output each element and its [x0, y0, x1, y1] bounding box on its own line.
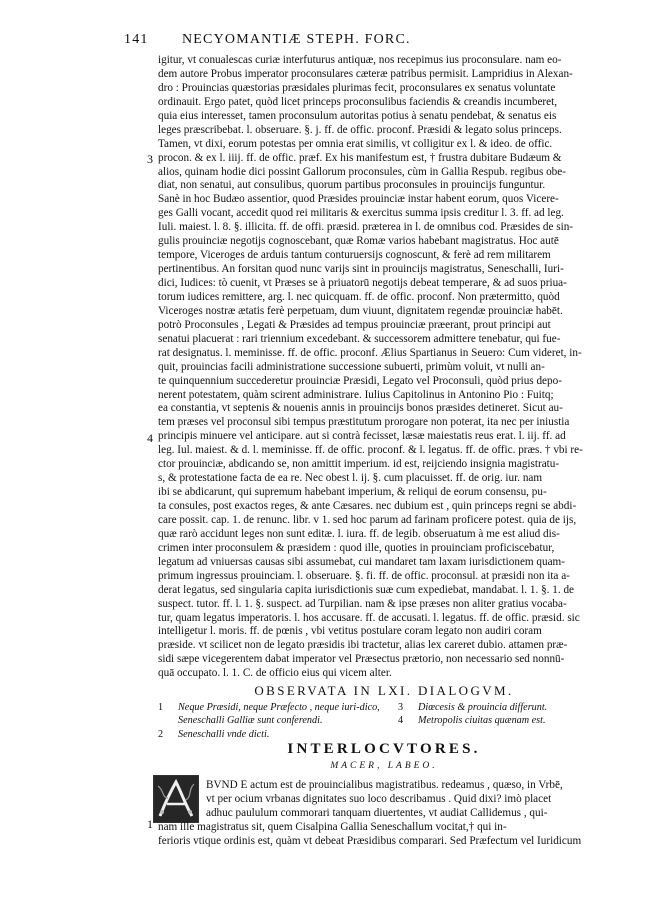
text-line: Viceroges nostræ ætatis ferè perpetuam, dum viuunt, dignitatem regendæ prouinciæ habēt.	[158, 304, 563, 317]
text-line: principis minuere vel anticipare. aut si contrà fecisset, læsæ maiestatis reus erat. l. iij. ff. ad	[158, 430, 566, 443]
dialogue-line: nam ille magistratus sit, quem Cisalpina Gallia Seneschallum vocitat,† qui in-	[158, 820, 507, 833]
observata-item-number: 4	[398, 715, 404, 726]
text-line: ges Galli vocant, accedit quod rei militaris & exercitus summa ipsis creditur l. 3. ff. ad leg.	[158, 207, 564, 220]
observata-item-number: 1	[158, 702, 164, 713]
text-line: diat, non senatui, aut consulibus, quorum partibus proconsules in prouincijs funguntur.	[158, 179, 546, 192]
text-line: Iuli. maiest. l. 8. §. illicita. ff. de offi. præsid. præterea in l. de omnibus cod. Præsides de sin-	[158, 221, 574, 234]
dialogue-text	[158, 779, 610, 849]
text-line: sidi sæpe vicegerentem dabat imperator vel Præsectus prætorio, non necessario sed nonnū-	[158, 653, 565, 666]
text-line: ordinauit. Ergo patet, quòd licet princeps proconsulibus faciendis & creandis incumberet,	[158, 95, 558, 108]
text-line: ctor prouinciæ, abdicando se, non amittit imperium. id est, reijciendo insignia magistratu-	[158, 458, 560, 471]
text-line: quā occupato. l. 1. C. de officio eius qui vicem alter.	[158, 667, 392, 680]
text-line: præside. vt scilicet non de legato præsidis ibi tractetur, alias lex careret dubio. attamen præ-	[158, 639, 568, 652]
text-line: te quinquennium succederetur prouinciæ Præsidi, Legato vel Proconsuli, quòd prius depo-	[158, 374, 562, 387]
text-line: derat legatus, sed singularia capita iurisdictionis suæ cum expediebat, mandabat. l. 1. §. 1. de	[158, 583, 575, 596]
text-line: tur, quam legatus imperatoris. l. hos accusare. ff. de accusati. l. legatus. ff. de offic. præsid. sic	[158, 611, 580, 624]
text-line: senatui placuerat : rari triennium excedebant. & successorem admittere tenebatur, qui fue-	[158, 332, 561, 345]
observata-item	[398, 714, 610, 727]
text-line: dro : Prouincias quæstorias præsidales plurimas fecit, proconsulares ex senatus voluntate	[158, 81, 556, 94]
text-line: potrò Proconsules , Legati & Præsides ad tempus prouinciæ præerant, prout principi aut	[158, 318, 551, 331]
text-line: crimen inter proconsulem & præsidem : quod ille, quoties in prouinciam proficiscebatur,	[158, 541, 555, 554]
text-line: dici, Iudices: tò cuenit, vt Præses se à priuatorū negotijs debeat temperare, & ad suos priua-	[158, 277, 567, 289]
running-title: NECYOMANTIÆ STEPH. FORC.	[182, 32, 411, 47]
margin-note-number: 3	[147, 152, 153, 166]
text-line: Sanè in hoc Budæo assentior, quod Præsides prouinciæ instar habent eorum, quos Vicere-	[158, 193, 559, 206]
text-line: quia eius interesset, tamen proconsulum autoritas potius à senatu pendebat, & senatus eis	[158, 109, 557, 122]
speakers-line: MACER, LABEO.	[330, 761, 438, 771]
dialogue-line: ferioris vtique ordinis est, quàm vt debeat Præsidibus comparari. Sed Præfectum vel Iuridicum	[158, 834, 582, 847]
observata-item	[158, 728, 382, 741]
text-line: s, & protestatione facta de ea re. Nec obest l. ij. §. cum placuisset. ff. de orig. iur. nam	[158, 472, 543, 485]
text-line: intelligetur l. moris. ff. de pœnis , vbi vetitus postulare coram legato non audiri coram	[158, 625, 542, 638]
margin-note-number: 1	[147, 817, 153, 831]
text-line: rat designatus. l. meminisse. ff. de offic. proconf. Ælius Spartianus in Seuero: Cum videret, in-	[158, 346, 582, 359]
text-line: care possit. cap. 1. de renunc. libr. v 1. sed hoc parum ad farinam proficere potest. quia de ijs,	[158, 513, 577, 526]
text-line: tempore, Viceroges de arduis tantum conturuersijs cognoscunt, & ferè ad rem militarem	[158, 249, 551, 262]
dialogue-line: adhuc paululum commorari tanquam diuertentes, vt audiat Callidemus , qui-	[206, 806, 548, 819]
text-line: tem præses vel proconsul sibi tempus præstitutum prorogare non poterat, ita nec per iniustia	[158, 416, 570, 429]
text-line: ibi se abdicarunt, qui supremum habebant imperium, & reliqui de eorum consensu, pu-	[158, 486, 547, 499]
page-number: 141	[124, 32, 149, 47]
text-line: ea constantia, vt septenis & nouenis annis in prouincijs bonos præsides detineret. Sicut au-	[158, 402, 563, 415]
margin-note-number: 4	[147, 431, 153, 445]
text-line: nerent potestatem, quàm scirent administrare. Iulius Capitolinus in Antonino Pio : Fuitq;	[158, 388, 554, 401]
running-header	[0, 32, 659, 54]
text-line: dem autore Probus imperator proconsulares cæteræ patribus permisit. Lampridius in Alexan-	[158, 67, 573, 80]
observata-item	[398, 701, 610, 714]
observata-item	[158, 701, 382, 727]
text-line: torum iudices remittere, arg. l. nec quicquam. ff. de offic. proconf. Non prætermitto, quòd	[158, 290, 560, 303]
interlocutores-heading: INTERLOCVTORES.	[287, 741, 481, 757]
text-line: pertinentibus. An forsitan quod nunc varijs sint in prouincijs magistratus, Seneschalli, Iuri-	[158, 263, 564, 276]
observata-item-text: Neque Præsidi, neque Præfecto , neque iuri-dico, Seneschalli Galliæ sunt conferendi.	[178, 702, 380, 726]
text-line: primum ingressus prouinciam. l. obseruare. §. fi. ff. de offic. proconsul. at præsidi non ita a-	[158, 569, 570, 582]
dialogue-line: BVND E actum est de prouincialibus magistratibus. redeamus , quæso, in Vrbē,	[206, 779, 563, 791]
dialogue-line: vt per ocium vrbanas dignitates suo loco describamus . Quid dixi? imò placet	[206, 792, 552, 805]
observata-item-text: Seneschalli vnde dicti.	[178, 729, 270, 740]
main-text	[158, 54, 610, 681]
observata-item-text: Metropolis ciuitas quænam est.	[418, 715, 546, 726]
observata-heading: OBSERVATA IN LXI. DIALOGVM.	[254, 683, 514, 698]
observata-item-number: 2	[158, 729, 164, 740]
text-line: legatum ad vniuersas causas sibi assumebat, cui mandaret tam laxam iurisdictionem quam-	[158, 555, 565, 568]
text-line: leges præscribebat. l. obseruare. §. j. ff. de offic. proconf. Præsidi & legato solus princeps.	[158, 123, 562, 136]
text-line: leg. Iul. maiest. & d. l. meminisse. ff. de offic. proconf. & l. legatus. ff. de offic. præs. † vbi re-	[158, 444, 583, 457]
text-line: quit, prouincias facili administratione successione subuerti, primùm voluit, vt nulli an-	[158, 360, 545, 373]
observata-item-text: Diœcesis & prouincia differunt.	[418, 702, 548, 713]
observata-item-number: 3	[398, 702, 404, 713]
text-line: quæ rarò accidunt leges non sunt editæ. l. iura. ff. de legib. obseruatum à me est aliud dis-	[158, 527, 560, 540]
text-line: alios, quinam hodie dici possint Gallorum proconsules, cùm in Gallia Respub. regibus obe-	[158, 165, 566, 178]
text-line: Tamen, vt dixi, eorum potestas per omnia erat similis, vt colligitur ex l. & ideo. de offic.	[158, 137, 553, 150]
text-line: igitur, vt conualescas curiæ interfuturus antiquæ, nos recepimus ius proconsulare. nam eo-	[158, 54, 562, 66]
text-line: ta consules, post exactos reges, & ante Cæsares. nec dubium est , quin princeps regni se abdi-	[158, 500, 577, 512]
text-line: procon. & ex l. iiij. ff. de offic. præf. Ex his manifestum est, † frustra dubitare Budæum &	[158, 151, 562, 164]
text-line: gulis prouinciæ negotijs cognoscebant, quæ Romæ varios habebant magistratus. Hoc autē	[158, 235, 559, 248]
text-line: suspect. tutor. ff. l. 1. §. suspect. ad Turpilian. nam & ipse præses non aliter gratius vocaba-	[158, 597, 567, 610]
